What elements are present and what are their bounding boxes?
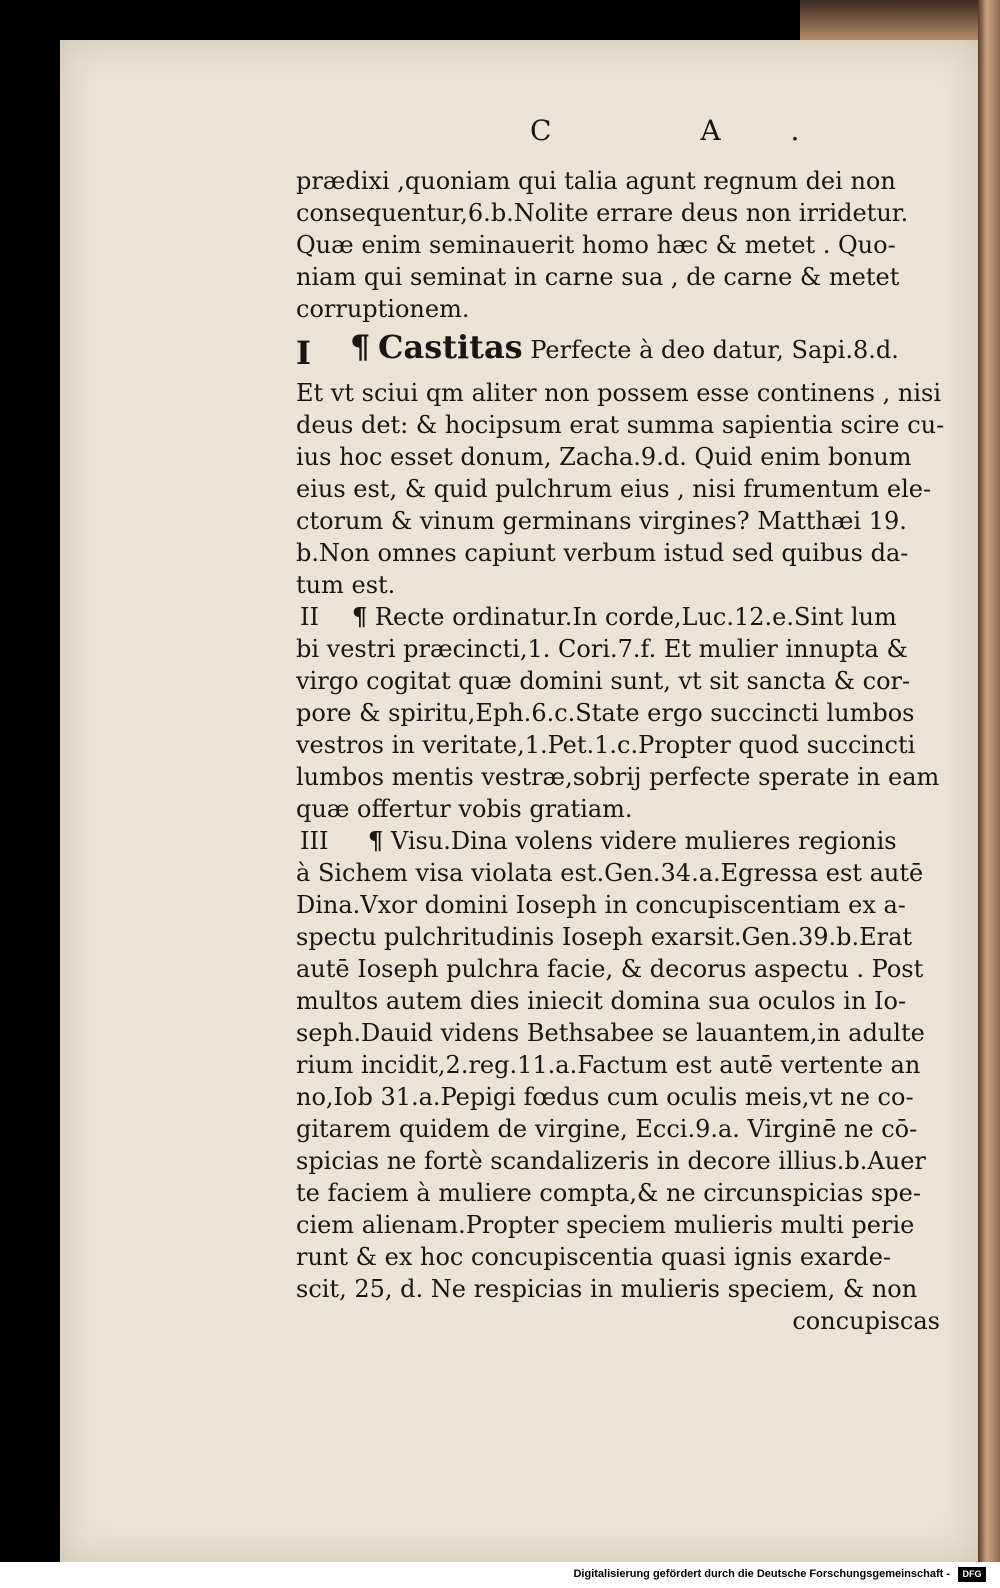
text-line: deus det: & hocipsum erat summa sapientia scire cu- xyxy=(296,411,945,439)
text-line: autē Ioseph pulchra facie, & decorus aspectu . Post xyxy=(296,955,924,983)
text-line: vestros in veritate,1.Pet.1.c.Propter quod succincti xyxy=(296,731,916,759)
text-line: consequentur,6.b.Nolite errare deus non irridetur. xyxy=(296,199,909,227)
section-numeral: I xyxy=(296,334,311,372)
section-first-line xyxy=(352,602,897,632)
section-first-line xyxy=(368,826,897,856)
text-line: quæ offertur vobis gratiam. xyxy=(296,795,633,823)
book-edge-top xyxy=(800,0,1000,40)
text-line: ciem alienam.Propter speciem mulieris multi perie xyxy=(296,1211,915,1239)
text-line: Dina.Vxor domini Ioseph in concupiscentiam ex a- xyxy=(296,891,906,919)
text-line: b.Non omnes capiunt verbum istud sed quibus da- xyxy=(296,539,909,567)
text-line: lumbos mentis vestræ,sobrij perfecte sperate in eam xyxy=(296,763,940,791)
text-line: scit, 25, d. Ne respicias in mulieris speciem, & non xyxy=(296,1275,918,1303)
section-heading xyxy=(350,328,899,366)
text-line: pore & spiritu,Eph.6.c.State ergo succincti lumbos xyxy=(296,699,915,727)
dfg-logo: DFG xyxy=(958,1567,986,1582)
heading-word: Castitas xyxy=(378,328,523,366)
footer-credit: Digitalisierung gefördert durch die Deutsche Forschungsgemeinschaft - xyxy=(573,1568,950,1580)
text-line: multos autem dies iniecit domina sua oculos in Io- xyxy=(296,987,907,1015)
paragraph-mark-icon: ¶ xyxy=(352,602,368,631)
text-line: à Sichem visa violata est.Gen.34.a.Egressa est autē xyxy=(296,859,924,887)
text-line: spicias ne fortè scandalizeris in decore illius.b.Auer xyxy=(296,1147,926,1175)
text-line: niam qui seminat in carne sua , de carne & metet xyxy=(296,263,900,291)
text-line: rium incidit,2.reg.11.a.Factum est autē vertente an xyxy=(296,1051,921,1079)
text-line: te faciem à muliere compta,& ne circunspicias spe- xyxy=(296,1179,921,1207)
section-numeral: II xyxy=(300,603,319,631)
catchword: concupiscas xyxy=(792,1307,940,1335)
text-line: ctorum & vinum germinans virgines? Matthæi 19. xyxy=(296,507,907,535)
text-line: Quæ enim seminauerit homo hæc & metet . Quo- xyxy=(296,231,896,259)
text-line: bi vestri præcincti,1. Cori.7.f. Et mulier innupta & xyxy=(296,635,908,663)
text-line: tum est. xyxy=(296,571,396,599)
section-numeral: III xyxy=(300,827,329,855)
text-line: prædixi ,quoniam qui talia agunt regnum dei non xyxy=(296,167,896,195)
text-line: gitarem quidem de virgine, Ecci.9.a. Virginē ne cō- xyxy=(296,1115,918,1143)
text-line: eius est, & quid pulchrum eius , nisi frumentum ele- xyxy=(296,475,932,503)
text-line: seph.Dauid videns Bethsabee se lauantem,in adulte xyxy=(296,1019,925,1047)
text-line: Et vt sciui qm aliter non possem esse continens , nisi xyxy=(296,379,941,407)
first-line-text: Recte ordinatur.In corde,Luc.12.e.Sint lum xyxy=(374,603,897,631)
heading-rest: Perfecte à deo datur, Sapi.8.d. xyxy=(530,336,899,364)
text-line: runt & ex hoc concupiscentia quasi ignis exarde- xyxy=(296,1243,892,1271)
paragraph-mark-icon: ¶ xyxy=(368,826,384,855)
text-line: virgo cogitat quæ domini sunt, vt sit sancta & cor- xyxy=(296,667,911,695)
text-line: ius hoc esset donum, Zacha.9.d. Quid enim bonum xyxy=(296,443,912,471)
paragraph-mark-icon: ¶ xyxy=(350,328,371,366)
running-head: C A. xyxy=(530,114,870,147)
text-line: spectu pulchritudinis Ioseph exarsit.Gen.39.b.Erat xyxy=(296,923,913,951)
book-edge-right xyxy=(978,0,1000,1562)
text-line: corruptionem. xyxy=(296,295,470,323)
text-line: no,Iob 31.a.Pepigi fœdus cum oculis meis,vt ne co- xyxy=(296,1083,914,1111)
first-line-text: Visu.Dina volens videre mulieres regionis xyxy=(390,827,897,855)
